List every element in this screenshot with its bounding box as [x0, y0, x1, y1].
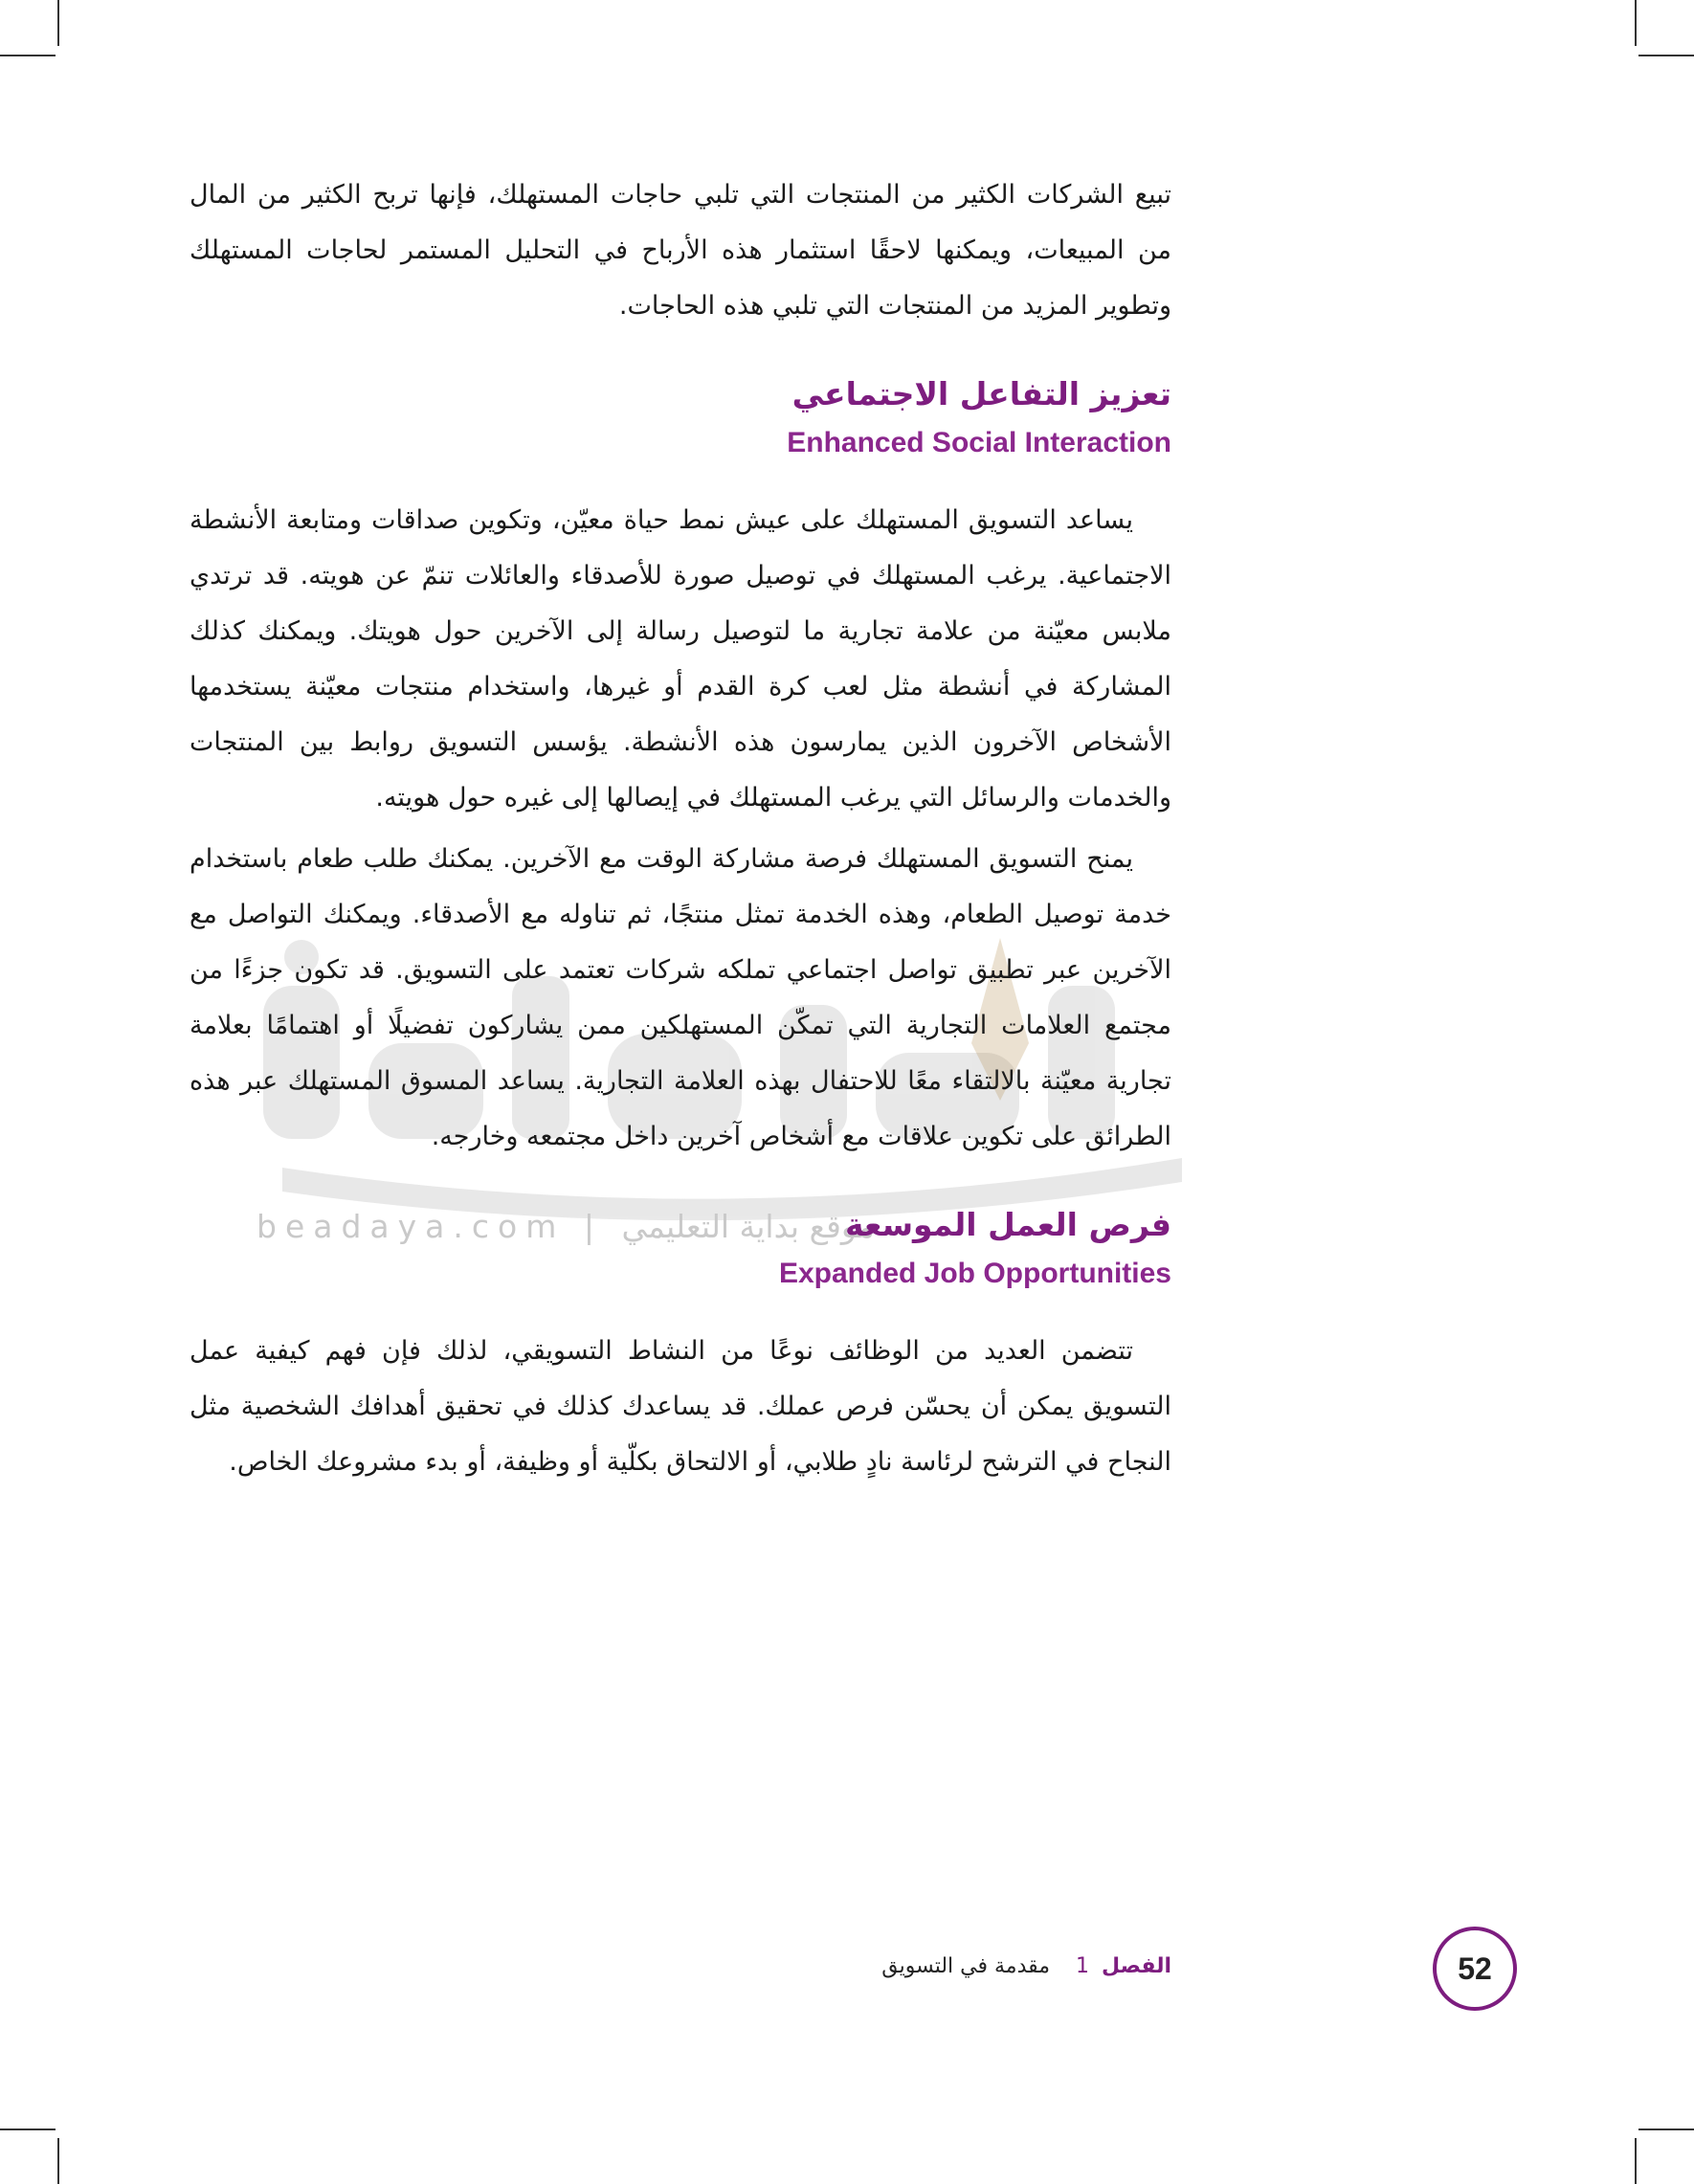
section-heading-arabic: تعزيز التفاعل الاجتماعي: [791, 375, 1171, 412]
crop-mark-top-right-h: [1638, 55, 1694, 56]
chapter-title: مقدمة في التسويق: [881, 1954, 1051, 1978]
chapter-number: 1: [1076, 1954, 1090, 1978]
social-paragraph-2: يمنح التسويق المستهلك فرصة مشاركة الوقت مع الآخرين. يمكنك طلب طعام باستخدام خدمة توصيل الطعام، وهذه الخدمة تمثل منتجًا، ثم تناوله مع الأصدقاء. ويمكنك التواصل مع الآخرين عبر تطبيق تواصل اجتماعي تملكه شركات تعتمد على التسويق. قد تكون جزءًا من مجتمع العلامات التجارية التي تمكّن المستهلكين ممن يشاركون تفضيلًا أو اهتمامًا بعلامة تجارية معيّنة بالالتقاء معًا للاحتفال بهذه العلامة التجارية. يساعد المسوق المستهلك عبر هذه الطرائق على تكوين علاقات مع أشخاص آخرين داخل مجتمعه وخارجه.: [189, 844, 1171, 1151]
crop-mark-top-right: [1635, 0, 1637, 46]
chapter-footer: [881, 1954, 1171, 1978]
page-content: [189, 167, 1171, 1490]
section-social-interaction: [189, 370, 1171, 1165]
section-heading-english: Enhanced Social Interaction: [787, 427, 1171, 458]
page-number-text: 52: [1458, 1950, 1492, 1986]
intro-paragraph: تبيع الشركات الكثير من المنتجات التي تلبي حاجات المستهلك، فإنها تربح الكثير من المال من المبيعات، ويمكنها لاحقًا استثمار هذه الأرباح في التحليل المستمر لحاجات المستهلك وتطوير المزيد من المنتجات التي تلبي هذه الحاجات.: [189, 180, 1171, 321]
crop-mark-bottom-right: [1635, 2138, 1637, 2184]
chapter-label: الفصل: [1102, 1954, 1171, 1978]
crop-mark-top-left: [57, 0, 59, 46]
section-heading-arabic: فرص العمل الموسعة: [844, 1206, 1171, 1243]
crop-mark-bottom-left-h: [0, 2128, 56, 2130]
crop-mark-bottom-left: [57, 2138, 59, 2184]
jobs-paragraph: تتضمن العديد من الوظائف نوعًا من النشاط التسويقي، لذلك فإن فهم كيفية عمل التسويق يمكن أن يحسّن فرص عملك. قد يساعدك كذلك في تحقيق أهدافك الشخصية مثل النجاح في الترشح لرئاسة نادٍ طلابي، أو الالتحاق بكلّية أو وظيفة، أو بدء مشروعك الخاص.: [189, 1336, 1171, 1477]
section-heading-english: Expanded Job Opportunities: [778, 1258, 1171, 1289]
crop-mark-top-left-h: [0, 55, 56, 56]
crop-mark-bottom-right-h: [1638, 2128, 1694, 2130]
page-number: [1433, 1927, 1517, 2011]
social-paragraph-1: يساعد التسويق المستهلك على عيش نمط حياة معيّن، وتكوين صداقات ومتابعة الأنشطة الاجتماعية. يرغب المستهلك في توصيل صورة للأصدقاء والعائلات تنمّ عن هويته. قد ترتدي ملابس معيّنة من علامة تجارية ما لتوصيل رسالة إلى الآخرين حول هويتك. ويمكنك كذلك المشاركة في أنشطة مثل لعب كرة القدم أو غيرها، واستخدام منتجات معيّنة يستخدمها الأشخاص الآخرون الذين يمارسون هذه الأنشطة. يؤسس التسويق روابط بين المنتجات والخدمات والرسائل التي يرغب المستهلك في إيصالها إلى غيره حول هويته.: [189, 505, 1171, 813]
watermark-text: beadaya.com | موقع بداية التعليمي: [256, 1208, 875, 1245]
section-job-opportunities: [189, 1201, 1171, 1490]
